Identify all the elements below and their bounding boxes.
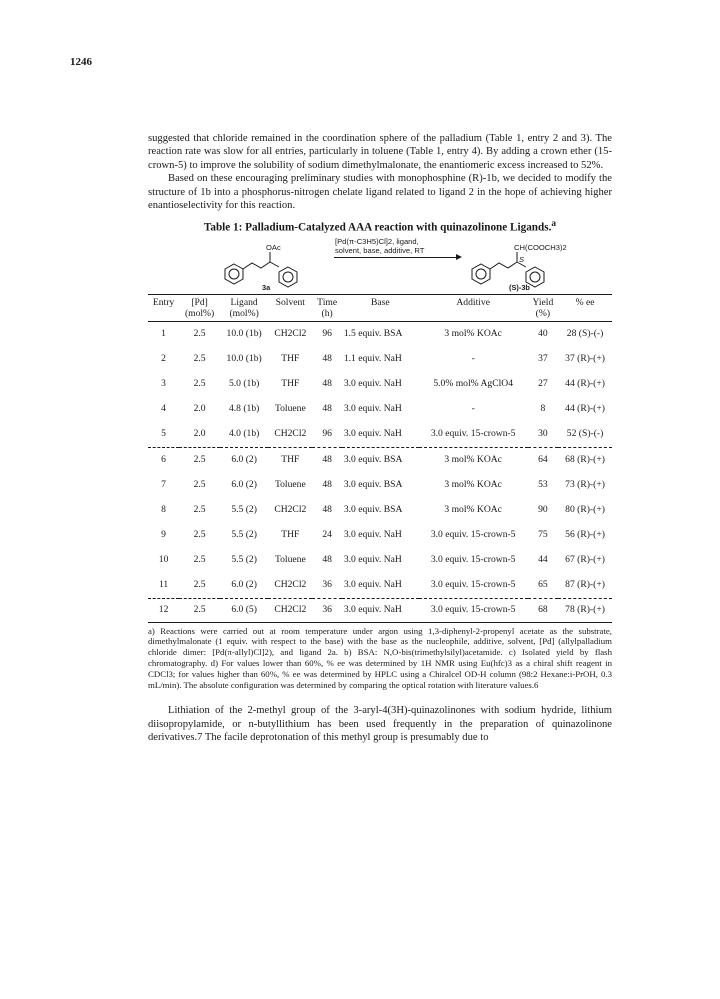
table-cell: 87 (R)-(+): [565, 579, 605, 591]
table-cell: 44 (R)-(+): [565, 403, 605, 415]
table-body: [148, 321, 612, 622]
aromatic-circle: [530, 272, 540, 282]
table-cell: 3.0 equiv. NaH: [343, 579, 402, 591]
table-footnote: a) Reactions were carried out at room temperature under argon using 1,3-diphenyl-2-propenyl acetate as the substrate, dimethylmalonate (1 equiv. with respect to the base) with the base as the nucleophile, additive, solvent, [Pd] (allylpalladium chloride dimer: [Pd(π-allyl)Cl]2), and ligand 2a. b) BSA: N,O-bis(trimethylsilyl)acetamide. c) Isolated yield by flash chromatography. d) For values lower than 60%, % ee was determined by 1H NMR using Eu(hfc)3 as a chiral shift reagent in CDCl3; for values higher than 60%, % ee was determined by HPLC using a Chiralcel OD-H column (98:2 Hexane:i-PrOH, 0.3 mL/min). The absolute configuration was determined by comparing the optical rotation with literature values.6: [148, 625, 612, 690]
table-cell: 3.0 equiv. NaH: [343, 403, 402, 415]
table-cell: 5.0% mol% AgClO4: [433, 378, 514, 390]
table-cell: 73 (R)-(+): [565, 479, 605, 491]
table-cell: 3 mol% KOAc: [444, 328, 502, 340]
table-cell: 11: [158, 579, 169, 591]
table-cell: 3.0 equiv. NaH: [343, 554, 402, 566]
table-cell: 64: [528, 447, 558, 473]
table-cell: 3.0 equiv. NaH: [343, 428, 402, 440]
table-cell: CH2Cl2: [274, 504, 307, 516]
column-header-unit: (mol%): [184, 307, 215, 319]
table-cell: Toluene: [274, 554, 306, 566]
table-cell: 48: [322, 504, 332, 516]
table-row: [148, 422, 612, 448]
table-cell: Toluene: [274, 479, 306, 491]
column-header-label: Ligand: [230, 296, 258, 308]
table-row: [148, 347, 612, 372]
paragraph-3: Lithiation of the 2-methyl group of the 3-aryl-4(3H)-quinazolinones with sodium hydride, lithium diisopropylamide, or n-butyllithium has been used frequently in the preparation of quinazolinone derivatives.7 The facile deprotonation of this methyl group is presumably due to: [148, 705, 612, 744]
reaction-arrow: [334, 257, 460, 258]
table-cell: 1: [161, 328, 166, 340]
table-cell: 2.0: [193, 403, 206, 415]
table-cell: Toluene: [274, 403, 306, 415]
table-cell: 40: [538, 328, 548, 340]
aromatic-circle: [229, 269, 239, 279]
table-cell: 48: [322, 554, 332, 566]
table-cell: 9: [161, 529, 166, 541]
table-cell: 3.0 equiv. BSA: [342, 447, 419, 473]
table-title: [148, 218, 612, 235]
table-cell: 44 (R)-(+): [565, 378, 605, 390]
table-cell: 6.0 (2): [220, 447, 268, 473]
page-content: [148, 132, 612, 745]
table-cell: -: [471, 353, 475, 365]
table-title-footnote-mark: a: [551, 219, 557, 230]
table-cell: 8: [540, 403, 546, 415]
table-cell: 37: [538, 353, 548, 365]
table-cell: 48: [322, 378, 332, 390]
table-cell: 67 (R)-(+): [565, 554, 605, 566]
table-cell: 3.0 equiv. 15-crown-5: [430, 554, 516, 566]
column-header-unit: (%): [535, 307, 551, 319]
table-row: [148, 573, 612, 599]
table-cell: 3.0 equiv. 15-crown-5: [430, 529, 516, 541]
table-cell: 52 (S)-(-): [566, 428, 604, 440]
column-header: [342, 294, 419, 321]
paragraph-2: Based on these encouraging preliminary studies with monophosphine (R)-1b, we decided to modify the structure of 1b into a phosphorus-nitrogen chelate ligand related to ligand 2 in the hope of achieving higher enantioselectivity for this reaction.: [148, 173, 612, 212]
table-cell: 3 mol% KOAc: [444, 504, 502, 516]
table-row: [148, 498, 612, 523]
table-cell: 3 mol% KOAc: [419, 447, 528, 473]
table-cell: 2.0: [193, 428, 206, 440]
table-cell: 2.5: [193, 479, 206, 491]
table-cell: 2.5: [193, 328, 206, 340]
column-header-label: % ee: [575, 296, 595, 308]
table-cell: 12: [148, 598, 179, 622]
table-cell: 7: [161, 479, 166, 491]
table-cell: 5.0 (1b): [228, 378, 260, 390]
table-cell: 48: [322, 353, 332, 365]
table-cell: 96: [322, 328, 332, 340]
phenyl-ring-left: [225, 264, 243, 284]
table-cell: 48: [322, 403, 332, 415]
column-header-unit: (mol%): [229, 307, 259, 319]
column-header: [419, 294, 528, 321]
stereocenter-label: S: [519, 254, 525, 264]
reagents-line-2: solvent, base, additive, RT: [335, 245, 425, 255]
product-label: (S)-3b: [509, 282, 530, 292]
column-header-label: Yield: [532, 296, 554, 308]
column-header: [148, 294, 179, 321]
table-cell: 2.5: [193, 504, 206, 516]
table-cell: 2: [161, 353, 166, 365]
table-header-row: [148, 294, 612, 321]
table-cell: 10: [158, 554, 169, 566]
page-number: 1246: [70, 56, 92, 68]
table-cell: 4.0 (1b): [228, 428, 260, 440]
table-cell: 3.0 equiv. 15-crown-5: [419, 598, 528, 622]
table-cell: 68 (R)-(+): [558, 447, 612, 473]
table-cell: 53: [538, 479, 548, 491]
table-cell: 1.5 equiv. BSA: [343, 328, 403, 340]
substrate-label: 3a: [262, 282, 271, 292]
table-cell: 36: [312, 598, 341, 622]
table-cell: 27: [538, 378, 548, 390]
column-header: [268, 294, 312, 321]
column-header: [179, 294, 220, 321]
table-cell: 75: [538, 529, 548, 541]
phenyl-bond: [270, 262, 279, 267]
table-cell: 44: [538, 554, 548, 566]
phenyl-ring-right: [279, 267, 297, 287]
table-cell: 2.5: [193, 554, 206, 566]
table-cell: -: [471, 403, 475, 415]
malonate-group-label: CH(COOCH3)2: [514, 242, 567, 252]
table-cell: 3.0 equiv. BSA: [343, 479, 403, 491]
table-cell: 3 mol% KOAc: [444, 479, 502, 491]
table-cell: 2.5: [193, 378, 206, 390]
table-cell: THF: [281, 353, 300, 365]
table-cell: CH2Cl2: [274, 579, 307, 591]
table-cell: 30: [538, 428, 548, 440]
column-header-unit: (h): [321, 307, 333, 319]
product-allyl-chain: [490, 262, 517, 269]
reagents-line-1: [Pd(π-C3H5)Cl]2, ligand,: [335, 236, 419, 246]
table-cell: 3.0 equiv. 15-crown-5: [430, 579, 516, 591]
table-cell: 6.0 (2): [231, 479, 257, 491]
table-row: [148, 397, 612, 422]
reaction-scheme: [148, 238, 612, 290]
column-header-label: Additive: [456, 296, 490, 308]
table-row: [148, 321, 612, 347]
table-title-text: Table 1: Palladium-Catalyzed AAA reaction with quinazolinone Ligands.: [203, 222, 552, 235]
table-cell: THF: [281, 529, 300, 541]
table-cell: CH2Cl2: [274, 428, 307, 440]
reaction-conditions: [335, 237, 424, 255]
table-cell: 10.0 (1b): [226, 328, 262, 340]
table-cell: 6.0 (2): [231, 579, 257, 591]
table-cell: 3.0 equiv. NaH: [342, 598, 419, 622]
table-cell: 56 (R)-(+): [565, 529, 605, 541]
table-cell: 5: [161, 428, 166, 440]
allyl-chain: [243, 262, 270, 269]
table-cell: 2.5: [179, 447, 220, 473]
table-cell: 28 (S)-(-): [566, 328, 604, 340]
column-header-label: Base: [370, 296, 390, 308]
table-cell: THF: [268, 447, 312, 473]
table-cell: 3.0 equiv. 15-crown-5: [430, 428, 516, 440]
table-cell: 68: [528, 598, 558, 622]
table-cell: 2.5: [179, 598, 220, 622]
table-cell: 8: [161, 504, 166, 516]
table-cell: 5.5 (2): [231, 554, 257, 566]
column-header-label: Solvent: [275, 296, 305, 308]
table-row: [148, 548, 612, 573]
table-cell: 37 (R)-(+): [565, 353, 605, 365]
table-cell: 90: [538, 504, 548, 516]
table-row: [148, 598, 612, 622]
column-header-label: Entry: [152, 296, 175, 308]
table-cell: 2.5: [193, 353, 206, 365]
table-cell: 48: [312, 447, 341, 473]
results-table: [148, 294, 612, 623]
table-cell: 96: [322, 428, 332, 440]
column-header-label: [Pd]: [191, 296, 208, 308]
table-cell: 78 (R)-(+): [558, 598, 612, 622]
table-cell: 48: [322, 479, 332, 491]
table-cell: 3.0 equiv. NaH: [343, 529, 402, 541]
table-cell: 1.1 equiv. NaH: [343, 353, 402, 365]
table-cell: 5.5 (2): [231, 504, 257, 516]
column-header-label: Time: [317, 296, 338, 308]
table-row: [148, 372, 612, 397]
table-cell: 6: [148, 447, 179, 473]
table-cell: 2.5: [193, 529, 206, 541]
table-cell: THF: [281, 378, 300, 390]
acetate-group-label: OAc: [266, 242, 281, 252]
column-header: [528, 294, 558, 321]
table-cell: 6.0 (5): [220, 598, 268, 622]
aromatic-circle: [476, 269, 486, 279]
product-phenyl-ring-left: [472, 264, 490, 284]
table-cell: 4: [161, 403, 166, 415]
table-cell: 65: [538, 579, 548, 591]
table-cell: 3: [161, 378, 166, 390]
table-cell: 2.5: [193, 579, 206, 591]
table-cell: 80 (R)-(+): [565, 504, 605, 516]
table-cell: 3.0 equiv. NaH: [343, 378, 402, 390]
aromatic-circle: [283, 272, 293, 282]
table-cell: 36: [322, 579, 332, 591]
table-cell: 10.0 (1b): [226, 353, 262, 365]
column-header: [220, 294, 268, 321]
column-header: [558, 294, 612, 321]
table-cell: CH2Cl2: [274, 328, 307, 340]
column-header: [312, 294, 341, 321]
table-cell: 3.0 equiv. BSA: [343, 504, 403, 516]
table-cell: 5.5 (2): [231, 529, 257, 541]
table-cell: 24: [322, 529, 332, 541]
paragraph-1: suggested that chloride remained in the coordination sphere of the palladium (Table 1, entry 2 and 3). The reaction rate was slow for all entries, particularly in toluene (Table 1, entry 4). By adding a crown ether (15-crown-5) to improve the solubility of sodium dimethylmalonate, the enantiomeric excess increased to 52%.: [148, 133, 612, 171]
table-row: [148, 473, 612, 498]
table-cell: 4.8 (1b): [228, 403, 260, 415]
table-row: [148, 523, 612, 548]
table-cell: CH2Cl2: [268, 598, 312, 622]
table-row: [148, 447, 612, 473]
